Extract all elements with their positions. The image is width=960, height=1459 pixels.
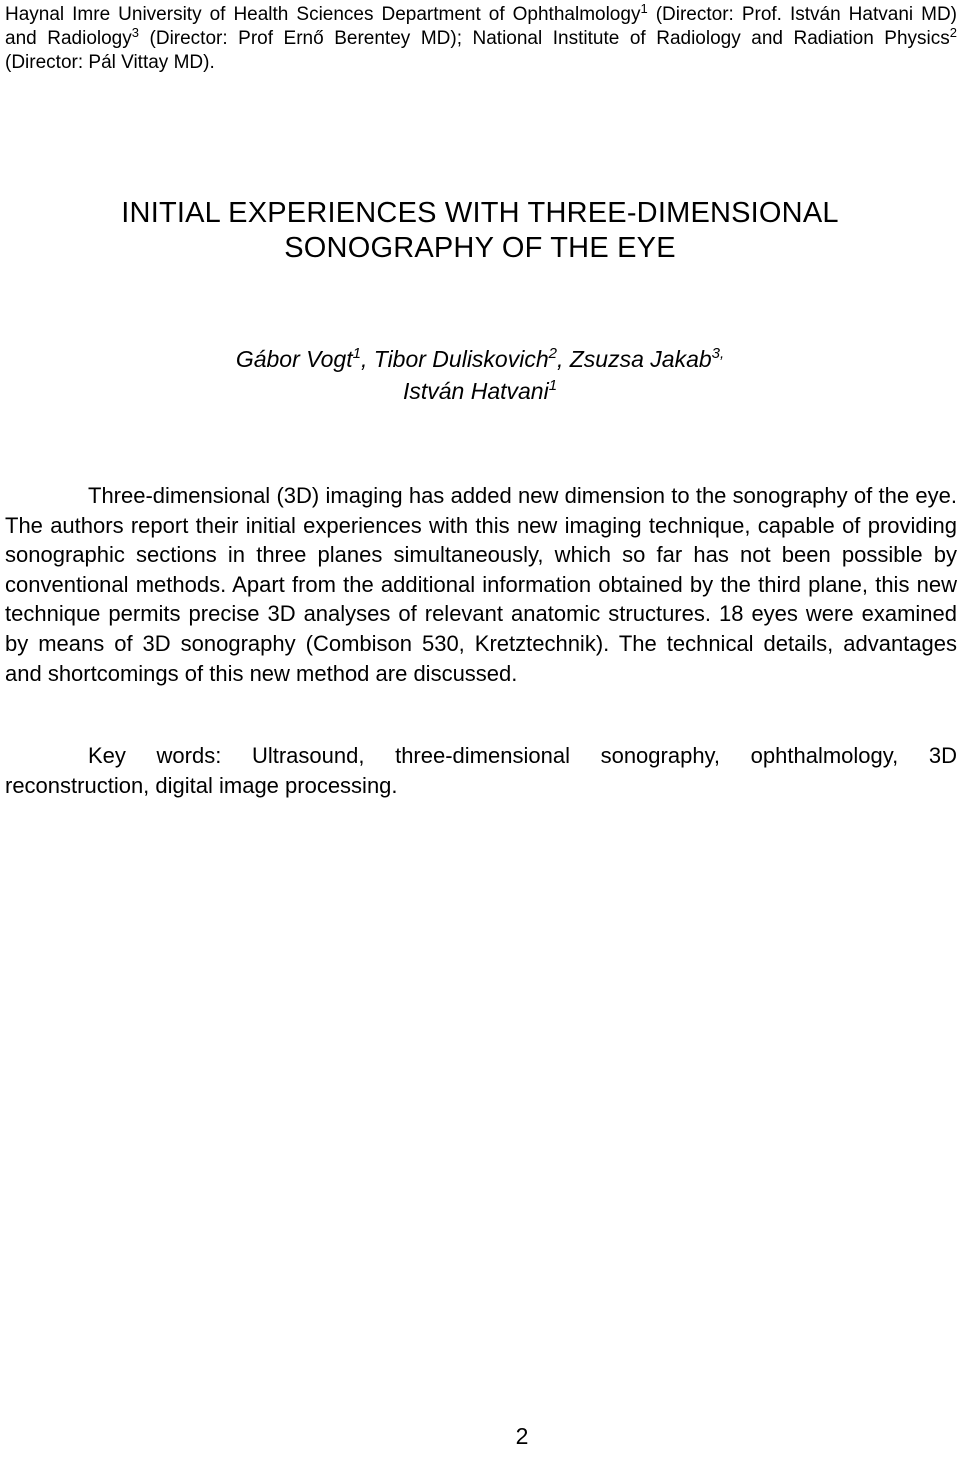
title-line-1: INITIAL EXPERIENCES WITH THREE-DIMENSIONAL	[121, 197, 839, 229]
author-list	[0, 343, 960, 407]
affiliation-part: Haynal Imre University of Health Sciences Department of Ophthalmology	[5, 4, 641, 25]
author-name: , Tibor Duliskovich	[360, 346, 549, 372]
author-name: Gábor Vogt	[235, 346, 353, 372]
title-line-2: SONOGRAPHY OF THE EYE	[284, 232, 676, 264]
affiliation-superscript: 2	[949, 25, 958, 40]
author-affiliation-mark: 1	[352, 345, 361, 362]
keywords-text: Key words: Ultrasound, three-dimensional sonography, ophthalmology, 3D reconstruction, digital image processing.	[5, 743, 957, 798]
affiliation-part: (Director: Prof Ernő Berentey MD); National Institute of Radiology and Radiation Physics	[138, 28, 950, 49]
affiliation-text	[5, 3, 957, 75]
affiliation-part: (Director: Pál Vittay MD).	[5, 52, 215, 73]
author-name: , Zsuzsa Jakab	[556, 346, 712, 372]
keywords-paragraph	[5, 741, 957, 801]
affiliation-superscript: 3	[131, 25, 139, 40]
author-line-2	[0, 375, 960, 407]
affiliation-superscript: 1	[640, 1, 648, 16]
author-affiliation-mark: 3,	[711, 345, 725, 362]
author-name: István Hatvani	[402, 378, 549, 404]
abstract-text: Three-dimensional (3D) imaging has added new dimension to the sonography of the eye. The authors report their initial experiences with this new imaging technique, capable of providing sonographic sections in three planes simultaneously, which so far has not been possible by conventional methods. Apart from the additional information obtained by the third plane, this new technique permits precise 3D analyses of relevant anatomic structures. 18 eyes were examined by means of 3D sonography (Combison 530, Kretztechnik). The technical details, advantages and shortcomings of this new method are discussed.	[5, 483, 957, 686]
page-number: 2	[515, 1423, 529, 1449]
affiliation-part: (Director: Prof. István Hatvani MD) and Radiology	[5, 4, 957, 49]
abstract-paragraph	[5, 481, 957, 688]
author-line-1	[0, 343, 960, 375]
author-affiliation-mark: 2	[548, 345, 557, 362]
author-affiliation-mark: 1	[548, 377, 558, 394]
paper-title	[0, 196, 960, 266]
